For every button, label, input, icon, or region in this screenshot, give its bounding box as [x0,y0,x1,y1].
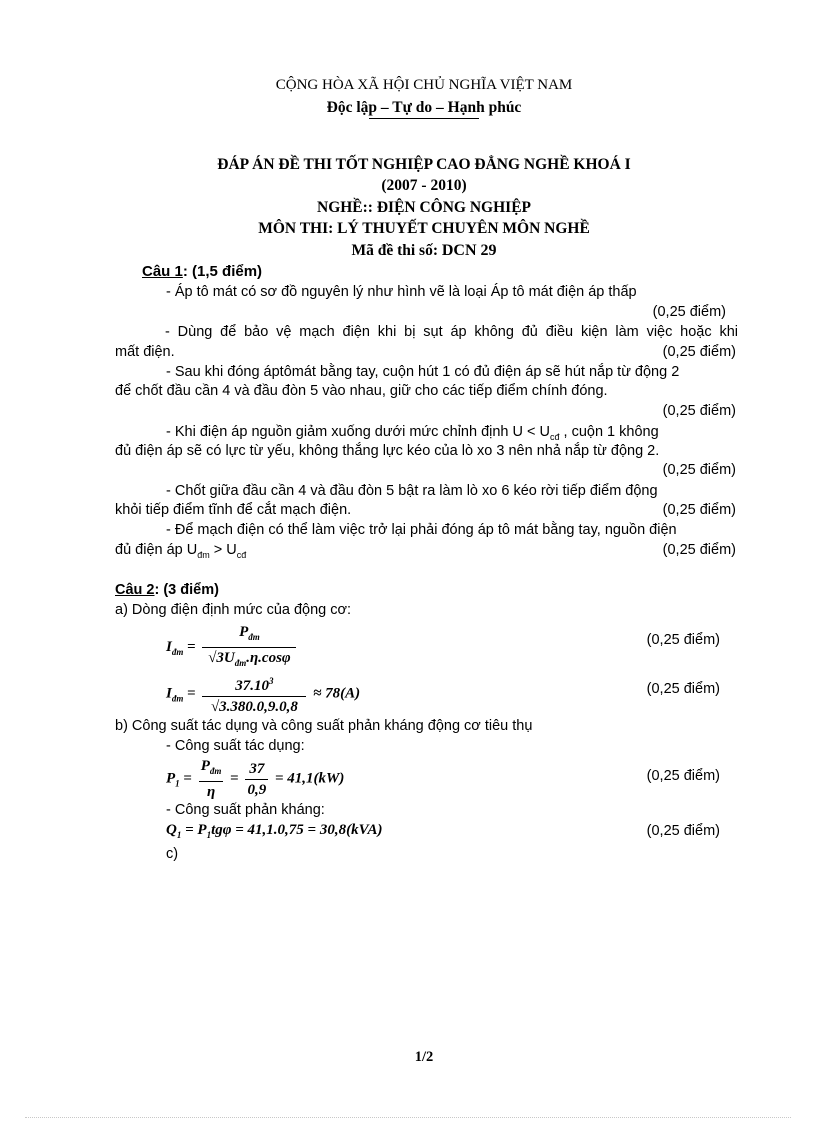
motto-text: Độc lập – Tự do – Hạnh phúc [326,99,522,116]
f3-fraction-1 [199,756,224,802]
q2-score-3: (0,25 điểm) [646,768,720,784]
q2-heading [115,582,219,598]
q1-p3b: để chốt đầu cần 4 và đầu đòn 5 vào nhau, giữ cho các tiếp điểm chính đóng. [115,383,608,399]
f1-num-text: P [239,624,249,640]
f2-fraction [202,671,306,717]
q1-score-1: (0,25 điểm) [652,304,726,320]
f1-numerator [202,622,296,648]
q1-p6b-mid: > U [209,542,237,558]
f3-equals-1: = [183,770,192,787]
f2-lhs-sub: đm [171,693,184,704]
f3-lhs: P [166,770,176,787]
motto [0,99,816,117]
exam-code-value: DCN 29 [441,242,497,259]
q1-p4a [166,424,659,442]
f2-denominator: √3.380.0,9.0,8 [210,699,298,715]
q2-score-1: (0,25 điểm) [646,632,720,648]
q1-p5a: - Chốt giữa đầu cần 4 và đầu đòn 5 bật ra làm lò xo 6 kéo rời tiếp điểm động [166,483,658,499]
q2-score-4: (0,25 điểm) [646,823,720,839]
q1-p4a-pre: - Khi điện áp nguồn giảm xuống dưới mức chỉnh định U < U [166,424,550,440]
q2-part-b: b) Công suất tác dụng và công suất phản kháng động cơ tiêu thụ [115,718,533,734]
f1-den-text: √3U [208,650,235,666]
q1-points: : (1,5 điểm) [182,263,263,280]
q1-p4a-sub: cđ [549,431,560,442]
exam-title: ĐÁP ÁN ĐỀ THI TỐT NGHIỆP CAO ĐẲNG NGHỀ KHOÁ I [217,156,631,173]
q1-p4a-post: , cuộn 1 không [559,424,659,440]
page-number: 1/2 [414,1049,434,1065]
q1-p2a [115,324,738,340]
f1-den-tail: .η.cosφ [246,650,291,666]
q1-p6b [115,542,246,560]
q1-p2a-text: - Dùng để bảo vệ mạch điện khi bị sụt áp không đủ điều kiện làm việc hoặc khi [165,324,738,340]
f3-denominator-2: 0,9 [247,781,267,798]
f3-numerator-2: 37 [245,759,268,780]
f3-result: = 41,1(kW) [274,770,345,787]
q2-score-2: (0,25 điểm) [646,681,720,697]
f3-denominator-1: η [206,784,216,800]
f2-numerator [202,671,306,697]
f1-num-sub: đm [248,632,260,642]
q1-score-4: (0,25 điểm) [662,462,736,478]
f4-mid: = P [181,822,207,838]
q1-p6b-sub2: cđ [236,549,247,560]
f3-fraction-2 [245,759,268,800]
f3-numerator-1 [199,756,224,782]
formula-rated-current-value [166,671,360,717]
f4-lhs: Q [166,822,177,838]
f4-lhs-sub: 1 [176,830,182,840]
q1-p5b: khỏi tiếp điểm tĩnh để cắt mạch điện. [115,502,352,518]
exam-trade: NGHỀ:: ĐIỆN CÔNG NGHIỆP [317,199,531,216]
f3-num-sub: đm [209,766,222,776]
q1-p3a: - Sau khi đóng áptômát bằng tay, cuộn hút 1 có đủ điện áp sẽ hút nắp từ động 2 [166,364,680,380]
f1-fraction [202,622,296,673]
q2-heading-label: Câu 2 [115,582,155,598]
q2-points: : (3 điểm) [154,582,219,598]
q1-p6a: - Để mạch điện có thể làm việc trở lại phải đóng áp tô mát bằng tay, nguồn điện [166,522,677,538]
q1-score-6: (0,25 điểm) [662,542,736,558]
f2-result: ≈ 78(A) [313,685,361,702]
motto-underline [369,118,479,119]
q2-active-label: - Công suất tác dụng: [166,738,305,754]
q1-p6b-pre: đủ điện áp U [115,542,198,558]
f1-lhs-sub: đm [171,646,184,657]
formula-active-power [166,756,344,802]
f3-equals-2: = [230,770,239,787]
q1-p6b-sub1: đm [197,549,210,560]
exam-subject: MÔN THI: LÝ THUYẾT CHUYÊN MÔN NGHỀ [258,220,590,237]
q1-heading [142,263,262,280]
f1-lhs: I [166,638,172,655]
q2-part-a: a) Dòng điện định mức của động cơ: [115,602,352,618]
q1-p2b: mất điện. [115,344,175,360]
f1-den-sub: đm [234,658,247,668]
f2-num-text: 37.10 [235,678,270,694]
exam-years: (2007 - 2010) [381,177,467,194]
q1-score-3: (0,25 điểm) [662,403,736,419]
f1-equals: = [187,638,196,655]
f4-mid-sub: 1 [206,830,212,840]
f1-denominator [202,648,296,673]
exam-code [0,242,816,260]
f3-num-text: P [200,758,210,774]
page-bottom-rule [25,1117,791,1118]
f2-num-sup: 3 [269,676,274,686]
f4-rest: tgφ = 41,1.0,75 = 30,8(kVA) [211,822,383,838]
formula-reactive-power [166,822,383,840]
q1-p1: - Áp tô mát có sơ đồ nguyên lý như hình vẽ là loại Áp tô mát điện áp thấp [166,284,637,300]
q1-heading-label: Câu 1 [142,263,183,280]
f2-lhs: I [166,685,172,702]
q1-score-5: (0,25 điểm) [662,502,736,518]
q1-p4b: đủ điện áp sẽ có lực từ yếu, không thắng lực kéo của lò xo 3 nên nhả nắp từ động 2. [115,443,660,459]
q2-reactive-label: - Công suất phản kháng: [166,802,325,818]
q2-part-c: c) [166,846,179,862]
country-header: CỘNG HÒA XÃ HỘI CHỦ NGHĨA VIỆT NAM [275,77,573,93]
formula-rated-current [166,622,299,673]
f2-equals: = [187,685,196,702]
q1-score-2: (0,25 điểm) [662,344,736,360]
exam-code-label: Mã đề thi số: [351,242,442,259]
f3-lhs-sub: 1 [175,778,180,789]
